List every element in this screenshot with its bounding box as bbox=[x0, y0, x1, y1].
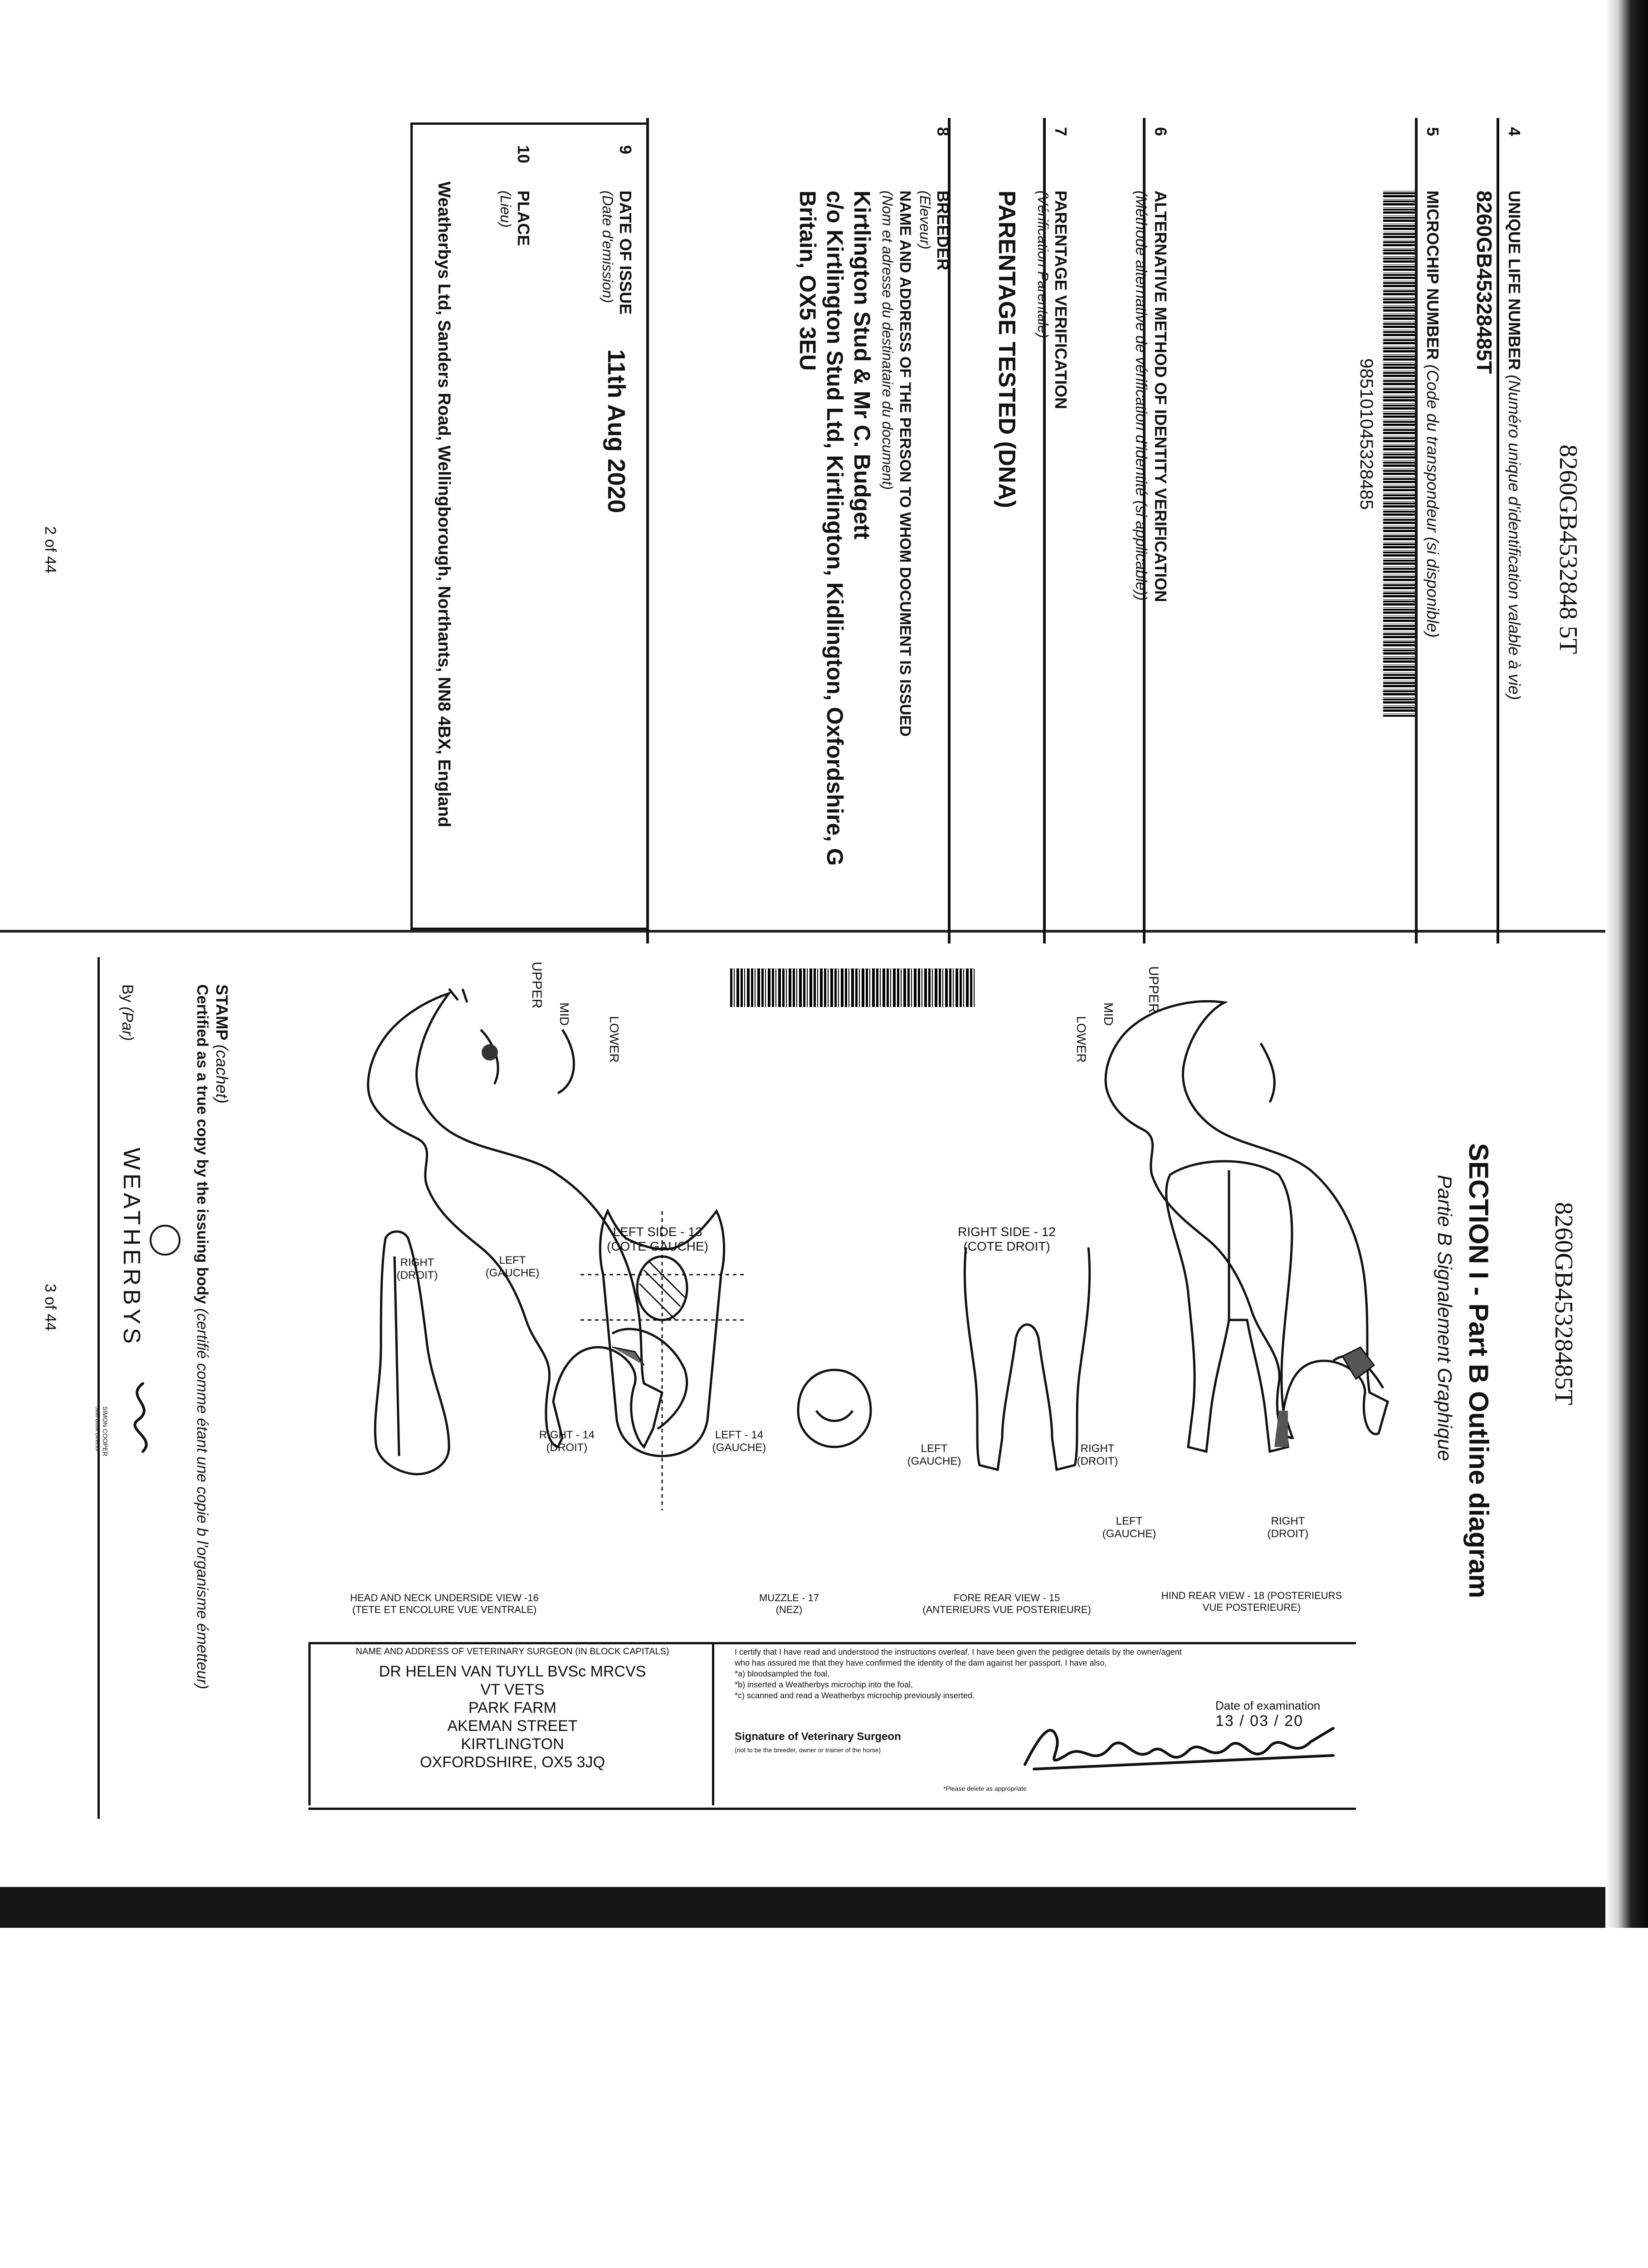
field5-label: MICROCHIP NUMBER bbox=[1424, 191, 1442, 360]
neck-left-text-fr: (GAUCHE) bbox=[485, 1267, 540, 1279]
view15-text: FORE REAR VIEW - 15 bbox=[953, 1592, 1060, 1603]
neck-left-text: LEFT bbox=[499, 1254, 526, 1266]
by-row bbox=[118, 984, 136, 1041]
cert-option-b: *b) inserted a Weatherbys microchip into the foal, bbox=[735, 1680, 913, 1689]
field8-sub-fr: (Nom et adresse du destinataire du document) bbox=[879, 191, 896, 490]
vet-address bbox=[317, 1662, 707, 1771]
hind-right-text: RIGHT bbox=[1271, 1515, 1305, 1527]
label-mid-2: MID bbox=[1102, 1002, 1116, 1026]
neck-right-text-fr: (DROIT) bbox=[396, 1269, 438, 1281]
vet-name: DR HELEN VAN TUYLL BVSc MRCVS bbox=[379, 1663, 646, 1680]
section-subtitle: Partie B Signalement Graphique bbox=[1433, 1175, 1456, 1461]
vet-signature bbox=[1016, 1715, 1342, 1783]
by-label-fr: (Par) bbox=[119, 1007, 136, 1041]
left-side-text: LEFT SIDE - 13 bbox=[613, 1225, 702, 1239]
field10-label-fr: (Lieu) bbox=[497, 191, 514, 228]
cert-line1: I certify that I have read and understood the instructions overleaf. I have been given the pedigree details by the owner/agent bbox=[735, 1647, 1182, 1657]
field4-label-row bbox=[1505, 191, 1524, 700]
vet-address-line2: AKEMAN STREET bbox=[447, 1717, 578, 1735]
field8-label-fr: (Eleveur) bbox=[917, 191, 933, 249]
vet-box-left bbox=[308, 1644, 311, 1805]
field4-label: UNIQUE LIFE NUMBER bbox=[1505, 191, 1524, 370]
vet-divider bbox=[712, 1644, 714, 1805]
hind-right-label bbox=[1261, 1515, 1315, 1540]
neck-left-label bbox=[485, 1254, 540, 1280]
left-side-label bbox=[603, 1225, 712, 1254]
label-upper: UPPER bbox=[529, 962, 544, 1009]
hind-right-text-fr: (DROIT) bbox=[1267, 1528, 1309, 1540]
rule-field5 bbox=[1415, 118, 1418, 943]
right-side-label bbox=[952, 1225, 1061, 1254]
issue-date: 11th Aug 2020 bbox=[603, 349, 630, 513]
rule-field4 bbox=[1497, 118, 1499, 943]
fore-right-text: RIGHT bbox=[1080, 1442, 1115, 1455]
head-left-text-fr: (GAUCHE) bbox=[712, 1442, 766, 1454]
fore-left-text: LEFT bbox=[921, 1442, 948, 1455]
head-front-view bbox=[580, 1211, 744, 1510]
view15-text-fr: (ANTERIEURS VUE POSTERIEURE) bbox=[922, 1604, 1091, 1615]
signatory-title: Stud Book Director bbox=[94, 1406, 101, 1452]
stamp-label-fr: (cachet) bbox=[213, 1044, 231, 1104]
label-upper-2: UPPER bbox=[1146, 966, 1161, 1013]
head-right-label bbox=[535, 1429, 599, 1454]
head-left-label bbox=[707, 1429, 771, 1454]
muzzle-view bbox=[798, 1370, 871, 1447]
field7-label: PARENTAGE VERIFICATION bbox=[1052, 191, 1070, 410]
ueln-header: 8260GB4532848 5T bbox=[1554, 445, 1582, 654]
view18-caption bbox=[1161, 1590, 1342, 1613]
view16-text-fr: (TETE ET ENCOLURE VUE VENTRALE) bbox=[352, 1604, 537, 1615]
field7-number: 7 bbox=[1052, 127, 1070, 137]
certified-text: Certified as a true copy by the issuing body bbox=[194, 984, 211, 1304]
fore-right-label bbox=[1070, 1442, 1125, 1468]
field6-label: ALTERNATIVE METHOD OF IDENTITY VERIFICATION bbox=[1151, 191, 1170, 602]
vet-box-label: NAME AND ADDRESS OF VETERINARY SURGEON (IN BLOCK CAPITALS) bbox=[356, 1647, 669, 1657]
view18-text: HIND REAR VIEW - 18 (POSTERIEURS bbox=[1161, 1590, 1342, 1601]
certification-text bbox=[735, 1647, 1351, 1701]
field8-sub: NAME AND ADDRESS OF THE PERSON TO WHOM DOCUMENT IS ISSUED bbox=[897, 191, 914, 737]
label-mid: MID bbox=[557, 1002, 571, 1026]
field5-value: 985101045328485 bbox=[1356, 358, 1376, 510]
field10-label: PLACE bbox=[514, 191, 533, 246]
certified-text-fr: (certifié comme étant une copie b l'organisme émetteur) bbox=[194, 1308, 211, 1690]
fore-right-text-fr: (DROIT) bbox=[1077, 1455, 1118, 1467]
field10-number: 10 bbox=[514, 145, 533, 164]
view16-text: HEAD AND NECK UNDERSIDE VIEW -16 bbox=[350, 1592, 539, 1603]
field4-number: 4 bbox=[1505, 127, 1524, 137]
page-number-2: 2 of 44 bbox=[42, 526, 59, 573]
weatherbys-crest-icon bbox=[150, 1225, 180, 1256]
delete-note: *Please delete as appropriate bbox=[943, 1785, 1027, 1792]
view17-text-fr: (NEZ) bbox=[775, 1604, 803, 1615]
exam-date-value: 13 / 03 / 20 bbox=[1215, 1712, 1304, 1730]
left-side-text-fr: (COTE GAUCHE) bbox=[607, 1239, 708, 1253]
section-title: SECTION I - Part B Outline diagram bbox=[1463, 1143, 1494, 1598]
microchip-barcode bbox=[1383, 191, 1415, 717]
cert-option-a: *a) bloodsampled the foal, bbox=[735, 1669, 830, 1678]
field6-number: 6 bbox=[1151, 127, 1170, 137]
field6-label-fr: (Méthode alternative de vérification d'identité (si applicable)) bbox=[1132, 191, 1150, 601]
breeder-address-2: Britain, OX5 3EU bbox=[795, 191, 820, 371]
signatory-name: SIMON COOPER bbox=[102, 1406, 109, 1457]
cert-line2: who has assured me that they have confirmed the identity of the dam against her passport. I have also, bbox=[735, 1658, 1107, 1667]
by-label: By bbox=[119, 984, 136, 1002]
field9-number: 9 bbox=[616, 145, 635, 155]
horse-left-side bbox=[368, 989, 687, 1447]
field5-label-row bbox=[1423, 191, 1442, 638]
head-right-text-fr: (DROIT) bbox=[546, 1442, 588, 1454]
vet-address-line4: OXFORDSHIRE, OX5 3JQ bbox=[419, 1754, 605, 1771]
vet-address-line1: PARK FARM bbox=[468, 1699, 556, 1716]
stamp-label-row bbox=[212, 984, 231, 1104]
vet-address-line3: KIRTLINGTON bbox=[461, 1735, 564, 1753]
view18-text-fr: VUE POSTERIEURE) bbox=[1202, 1602, 1301, 1613]
field4-value: 8260GB45328485T bbox=[1472, 191, 1496, 374]
fore-rear-view bbox=[965, 1247, 1089, 1470]
head-right-text: RIGHT - 14 bbox=[539, 1429, 595, 1441]
fore-left-text-fr: (GAUCHE) bbox=[907, 1455, 961, 1467]
field5-number: 5 bbox=[1424, 127, 1442, 137]
page-number-3: 3 of 44 bbox=[42, 1284, 59, 1331]
stamp-label: STAMP bbox=[213, 984, 231, 1040]
breeder-name: Kirtlington Stud & Mr C. Budgett bbox=[849, 191, 875, 540]
weatherbys-wordmark: WEATHERBYS bbox=[118, 1148, 145, 1348]
scan-shadow-band bbox=[0, 1887, 1648, 1928]
ueln-header-p3: 8260GB45328485T bbox=[1550, 1202, 1578, 1405]
issuer-signature bbox=[116, 1379, 170, 1456]
field5-label-fr: (Code du transpondeur (si disponible) bbox=[1424, 364, 1442, 638]
certified-row bbox=[193, 984, 211, 1689]
field9-label-fr: (Date d'emission) bbox=[600, 191, 616, 303]
right-side-text: RIGHT SIDE - 12 bbox=[958, 1225, 1056, 1239]
exam-date-label: Date of examination bbox=[1215, 1699, 1321, 1712]
field8-label: BREEDER bbox=[934, 191, 952, 271]
head-left-text: LEFT - 14 bbox=[715, 1429, 764, 1441]
field7-label-fr: (Vérification Parentale) bbox=[1035, 191, 1051, 338]
field4-label-fr: (Numéro unique d'identification valable à vie) bbox=[1505, 375, 1524, 700]
neck-right-label bbox=[395, 1256, 440, 1282]
fore-left-label bbox=[902, 1442, 966, 1468]
hind-left-text-fr: (GAUCHE) bbox=[1102, 1528, 1156, 1540]
view17-caption bbox=[753, 1592, 825, 1616]
label-lower-2: LOWER bbox=[1074, 1016, 1088, 1063]
neck-right-text: RIGHT bbox=[400, 1256, 434, 1269]
hind-left-label bbox=[1097, 1515, 1161, 1540]
issue-place: Weatherbys Ltd, Sanders Road, Wellingborough, Northants, NN8 4BX, England bbox=[434, 181, 453, 827]
field7-value: PARENTAGE TESTED (DNA) bbox=[994, 191, 1020, 508]
view17-text: MUZZLE - 17 bbox=[759, 1592, 819, 1603]
vet-practice: VT VETS bbox=[480, 1681, 545, 1698]
field8-number: 8 bbox=[934, 127, 952, 137]
stamp-box-left bbox=[98, 957, 100, 1819]
view16-caption bbox=[345, 1592, 544, 1616]
scan-right-edge bbox=[1605, 0, 1648, 1928]
signature-note: (not to be the breeder, owner or trainer of the horse) bbox=[735, 1746, 881, 1754]
horse-right-side bbox=[1106, 1001, 1388, 1438]
right-side-text-fr: (COTE DROIT) bbox=[963, 1239, 1050, 1253]
cert-option-c: *c) scanned and read a Weatherbys microchip previously inserted. bbox=[735, 1691, 975, 1700]
field9-label: DATE OF ISSUE bbox=[616, 191, 635, 315]
signature-label: Signature of Veterinary Surgeon bbox=[735, 1730, 901, 1743]
label-lower: LOWER bbox=[607, 1016, 621, 1063]
hind-rear-view bbox=[1166, 1161, 1292, 1452]
view15-caption bbox=[916, 1592, 1097, 1616]
breeder-address: c/o Kirtlington Stud Ltd, Kirtlington, Kidlington, Oxfordshire, G bbox=[822, 191, 848, 866]
hind-left-text: LEFT bbox=[1116, 1515, 1143, 1527]
